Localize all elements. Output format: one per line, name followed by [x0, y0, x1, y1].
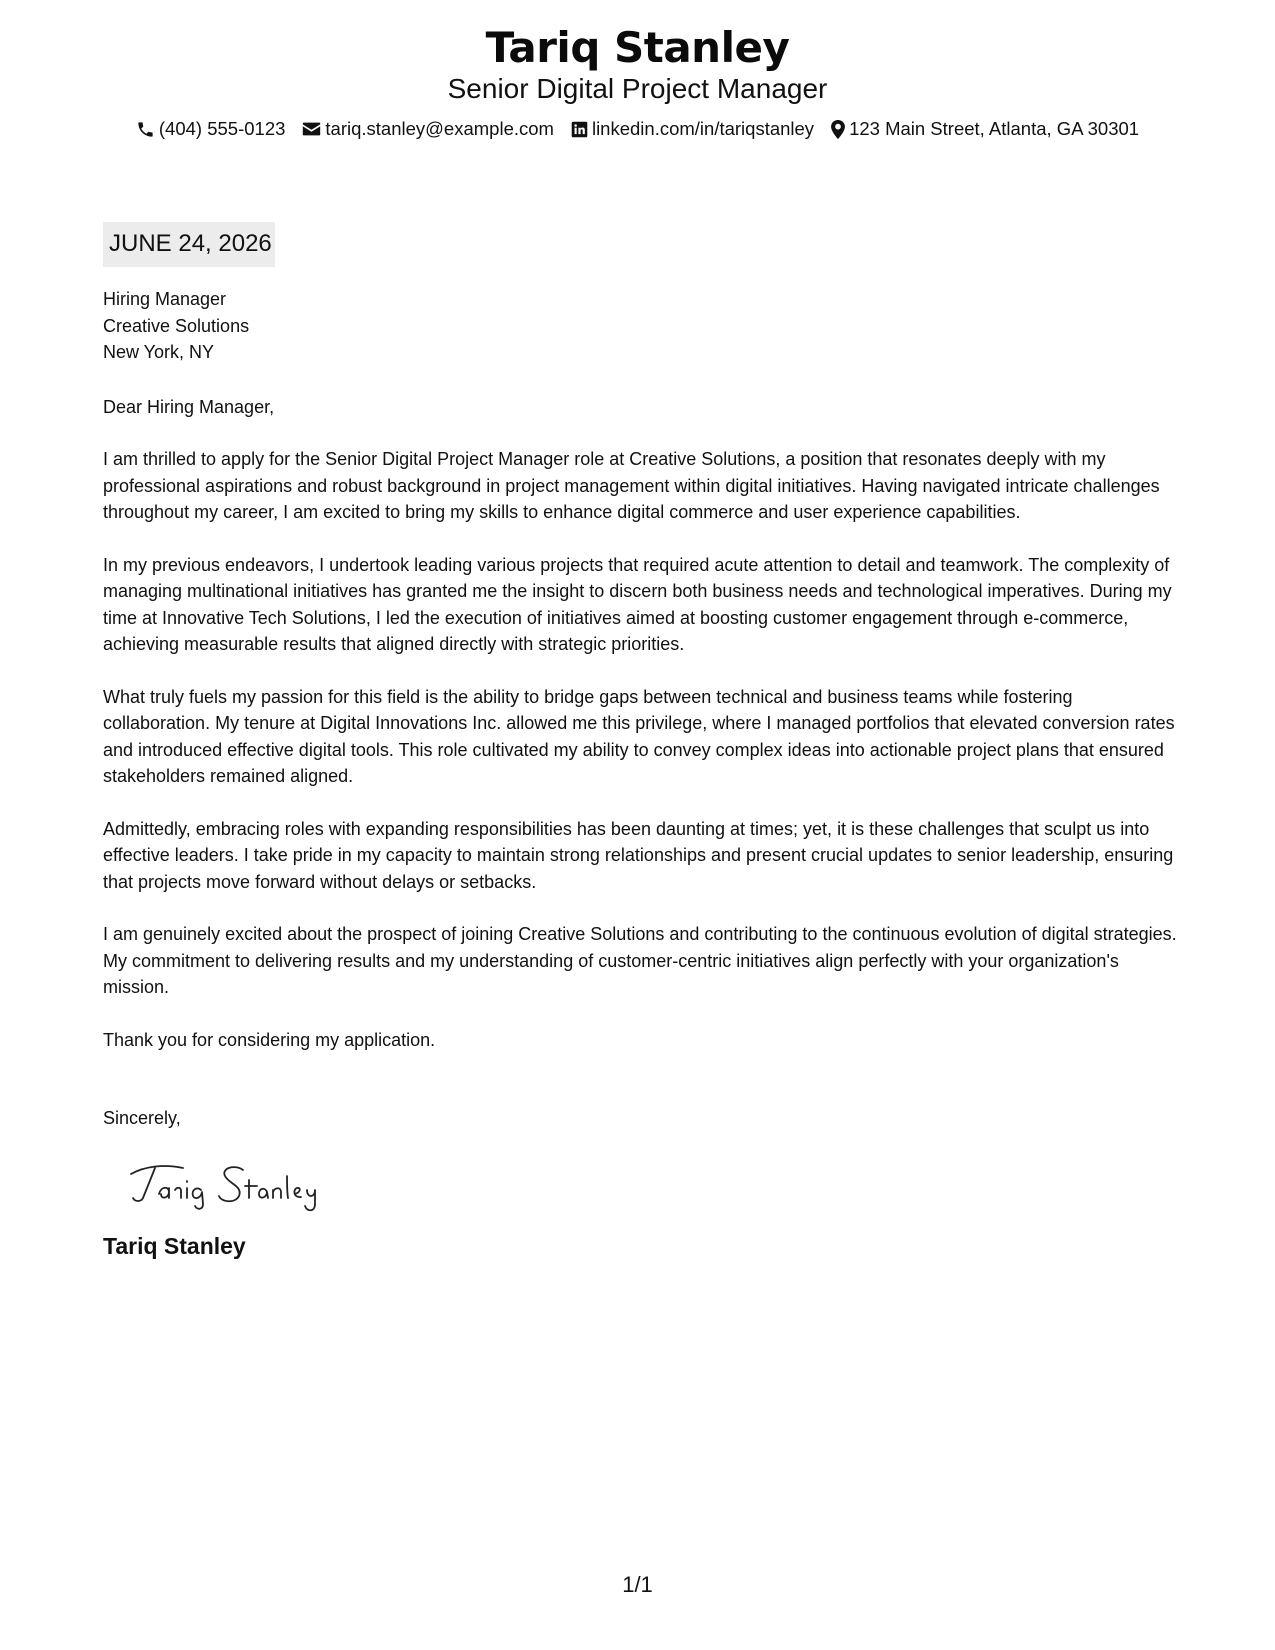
letter-date: JUNE 24, 2026: [103, 222, 275, 267]
letter-header: [0, 22, 1275, 142]
body-paragraph: Thank you for considering my application.: [103, 1029, 436, 1050]
envelope-icon: [302, 121, 321, 137]
map-marker-icon: [831, 120, 845, 139]
linkedin-icon: [571, 121, 588, 138]
body-paragraph: What truly fuels my passion for this field is the ability to bridge gaps between technical and business teams while fostering collaboration. My tenure at Digital Innovations Inc. allowed me this privilege, where I managed portfolios that elevated conversion rates and introduced effective digital tools. This role cultivated my ability to convey complex ideas into actionable project plans that ensured stakeholders remained aligned.: [103, 686, 1175, 786]
handwritten-signature: [125, 1154, 355, 1216]
contact-email: [302, 116, 554, 142]
phone-text: (404) 555-0123: [158, 118, 286, 139]
body-paragraph: Admittedly, embracing roles with expanding responsibilities has been daunting at times; yet, it is these challenges that sculpt us into effective leaders. I take pride in my capacity to maintain strong relationships and present crucial updates to senior leadership, ensuring that projects move forward without delays or setbacks.: [103, 818, 1174, 892]
email-link[interactable]: tariq.stanley@example.com: [325, 118, 554, 139]
recipient-line: New York, NY: [103, 342, 215, 362]
closing: Sincerely,: [103, 1108, 181, 1128]
linkedin-link[interactable]: linkedin.com/in/tariqstanley: [591, 118, 815, 139]
contact-address: [831, 116, 1139, 142]
letter-body: [103, 222, 1178, 1260]
recipient-line: Hiring Manager: [103, 289, 227, 309]
signer-name: Tariq Stanley: [103, 1232, 246, 1259]
body-paragraph: I am thrilled to apply for the Senior Digital Project Manager role at Creative Solutions, a position that resonates deeply with my professional aspirations and robust background in project management within digital initiatives. Having navigated intricate challenges throughout my career, I am excited to bring my skills to enhance digital commerce and user experience capabilities.: [103, 449, 1160, 522]
phone-icon: [136, 120, 155, 139]
salutation: Dear Hiring Manager,: [103, 396, 275, 417]
contact-phone: [136, 116, 286, 142]
recipient-line: Creative Solutions: [103, 315, 250, 336]
contact-linkedin: [571, 116, 814, 142]
body-paragraph: In my previous endeavors, I undertook leading various projects that required acute attention to detail and teamwork. The complexity of managing multinational initiatives has granted me the insight to discern both business needs and technological imperatives. During my time at Innovative Tech Solutions, I led the execution of initiatives aimed at boosting customer engagement through e-commerce, achieving measurable results that aligned directly with strategic priorities.: [103, 554, 1172, 654]
page-number: 1/1: [622, 1572, 653, 1597]
contact-bar: [0, 116, 1275, 142]
body-paragraph: I am genuinely excited about the prospect of joining Creative Solutions and contributing to the continuous evolution of digital strategies. My commitment to delivering results and my understanding of customer-centric initiatives align perfectly with your organization's mission.: [103, 924, 1177, 997]
address-text: 123 Main Street, Atlanta, GA 30301: [849, 118, 1140, 139]
applicant-name: Tariq Stanley: [485, 23, 790, 72]
applicant-title: Senior Digital Project Manager: [447, 73, 828, 104]
recipient-block: [103, 286, 1178, 366]
